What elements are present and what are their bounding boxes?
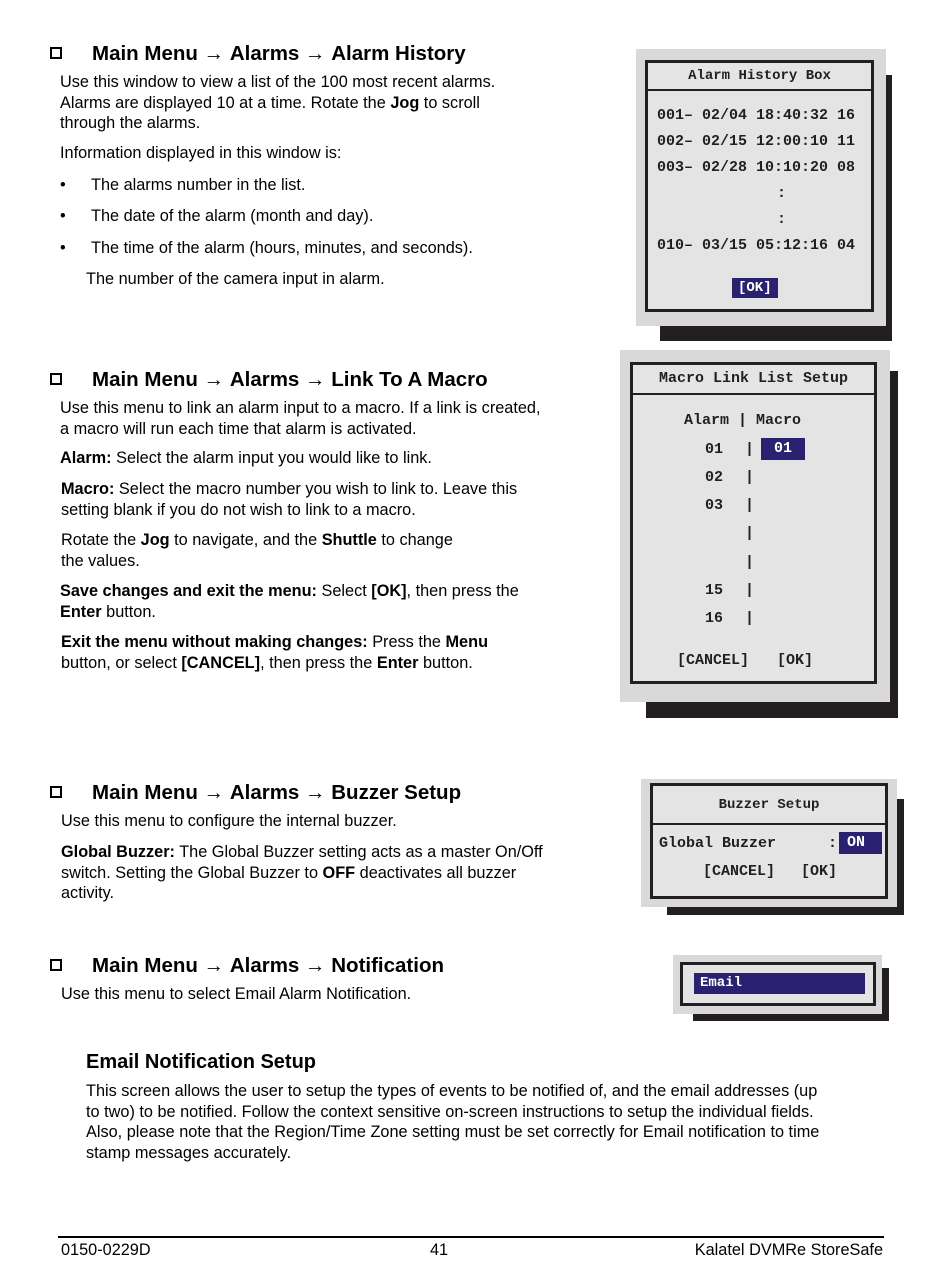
page-number: 41 bbox=[430, 1241, 449, 1259]
text-run: Select the macro number you wish to link to. Leave this bbox=[114, 480, 518, 498]
heading-part: Alarms bbox=[229, 368, 300, 391]
enter-term: Enter bbox=[60, 602, 102, 621]
arrow-icon: → bbox=[305, 954, 326, 977]
separator: | bbox=[745, 582, 755, 599]
field-label: Alarm: bbox=[60, 449, 112, 467]
text-run: to scroll bbox=[419, 93, 480, 112]
screen-title: Alarm History Box bbox=[648, 63, 871, 91]
arrow-icon: → bbox=[203, 954, 225, 977]
jog-term: Jog bbox=[390, 93, 420, 112]
camera-input-text: The number of the camera input in alarm. bbox=[86, 270, 385, 288]
text-run: switch. Setting the Global Buzzer to bbox=[61, 863, 323, 882]
arrow-icon: → bbox=[305, 368, 326, 391]
text-line: stamp messages accurately. bbox=[86, 1143, 292, 1162]
email-menu-item[interactable]: Email bbox=[694, 973, 865, 994]
off-term: OFF bbox=[322, 863, 356, 882]
ok-button[interactable]: [OK] bbox=[777, 652, 814, 669]
text-line: a macro will run each time that alarm is activated. bbox=[60, 419, 417, 438]
arrow-icon: → bbox=[305, 42, 326, 65]
text-run: [CANCEL] bbox=[181, 653, 261, 672]
alarm-history-intro bbox=[60, 72, 495, 134]
buzzer-setup-heading bbox=[50, 781, 461, 805]
text-run: to change bbox=[376, 531, 453, 549]
global-buzzer-desc bbox=[61, 842, 543, 904]
alarm-history-heading bbox=[50, 42, 466, 66]
save-instructions bbox=[60, 581, 519, 622]
text-line: Use this menu to link an alarm input to a macro. If a link is created, bbox=[60, 399, 541, 417]
field-label: Macro: bbox=[61, 480, 115, 498]
notification-box bbox=[680, 962, 876, 1006]
checkbox-icon bbox=[50, 959, 62, 971]
field-label: Global Buzzer: bbox=[61, 843, 175, 861]
column-header: Alarm | Macro bbox=[684, 412, 802, 429]
field-label: Save changes and exit the menu: bbox=[60, 582, 317, 600]
shuttle-term: Shuttle bbox=[321, 531, 377, 549]
ok-button[interactable]: [OK] bbox=[732, 278, 778, 298]
text-line: setting blank if you do not wish to link to a macro. bbox=[61, 500, 416, 519]
field-label: Exit the menu without making changes: bbox=[61, 633, 368, 651]
alarm-field-desc bbox=[60, 448, 432, 469]
ellipsis: : bbox=[777, 185, 787, 202]
text-line: activity. bbox=[61, 884, 115, 902]
list-item bbox=[60, 175, 305, 195]
text-run: button, or select bbox=[61, 653, 182, 672]
buzzer-setup-box bbox=[650, 783, 888, 899]
text-run: , then press the bbox=[406, 582, 519, 600]
alarm-row[interactable]: 010– 03/15 05:12:16 04 bbox=[657, 237, 856, 254]
notification-heading bbox=[50, 954, 444, 978]
bullet-icon: • bbox=[60, 239, 66, 257]
arrow-icon: → bbox=[203, 42, 225, 65]
text-line: to two) to be notified. Follow the context sensitive on-screen instructions to setup the individual fields. bbox=[86, 1102, 814, 1121]
list-item bbox=[60, 206, 373, 226]
heading-part: Alarms bbox=[229, 42, 300, 65]
ok-button[interactable]: [OK] bbox=[801, 863, 838, 880]
text-line: through the alarms. bbox=[60, 114, 201, 132]
heading-part: Alarms bbox=[229, 781, 300, 804]
text-line bbox=[60, 93, 495, 114]
separator: | bbox=[745, 441, 755, 458]
heading-part: Main Menu bbox=[92, 781, 198, 804]
text-run: Select the alarm input you would like to link. bbox=[111, 449, 432, 467]
text-line: Use this window to view a list of the 100 most recent alarms. bbox=[60, 73, 496, 91]
separator: | bbox=[745, 497, 755, 514]
product-name: Kalatel DVMRe StoreSafe bbox=[694, 1241, 883, 1259]
separator: : bbox=[828, 835, 838, 852]
text-run: Alarms are displayed 10 at a time. Rotate the bbox=[60, 93, 391, 112]
link-macro-heading bbox=[50, 368, 488, 392]
text-run: to navigate, and the bbox=[169, 531, 322, 549]
alarm-row[interactable]: 002– 02/15 12:00:10 11 bbox=[657, 133, 856, 150]
text-run: deactivates all buzzer bbox=[355, 863, 517, 882]
arrow-icon: → bbox=[305, 781, 326, 804]
rotate-instructions bbox=[61, 530, 453, 571]
title-divider bbox=[653, 823, 885, 825]
separator: | bbox=[745, 554, 755, 571]
macro-link-box bbox=[630, 362, 877, 684]
text-run: Select bbox=[316, 582, 372, 600]
checkbox-icon bbox=[50, 373, 62, 385]
global-buzzer-value[interactable]: ON bbox=[839, 832, 882, 854]
enter-term: Enter bbox=[376, 653, 419, 672]
alarm-number[interactable]: 01 bbox=[705, 441, 724, 458]
exit-instructions bbox=[61, 632, 488, 673]
text-line: the values. bbox=[61, 551, 140, 570]
checkbox-icon bbox=[50, 47, 62, 59]
heading-part: Link To A Macro bbox=[331, 368, 488, 391]
buzzer-intro: Use this menu to configure the internal buzzer. bbox=[61, 812, 397, 830]
heading-part: Alarms bbox=[229, 954, 300, 977]
list-item bbox=[60, 238, 473, 258]
email-setup-heading: Email Notification Setup bbox=[86, 1051, 317, 1073]
separator: | bbox=[745, 610, 755, 627]
bullet-icon: • bbox=[60, 207, 66, 225]
text-line: This screen allows the user to setup the types of events to be notified of, and the email addresses (up bbox=[86, 1082, 818, 1100]
heading-part: Main Menu bbox=[92, 954, 198, 977]
alarm-number[interactable]: 03 bbox=[705, 497, 724, 514]
text-run: Rotate the bbox=[61, 531, 141, 549]
alarm-row[interactable]: 001– 02/04 18:40:32 16 bbox=[657, 107, 856, 124]
heading-part: Alarm History bbox=[331, 42, 466, 65]
info-lead: Information displayed in this window is: bbox=[60, 144, 342, 162]
heading-part: Main Menu bbox=[92, 368, 198, 391]
bullet-icon: • bbox=[60, 176, 66, 194]
alarm-number[interactable]: 15 bbox=[705, 582, 724, 599]
arrow-icon: → bbox=[203, 368, 225, 391]
doc-number: 0150-0229D bbox=[61, 1241, 151, 1259]
cancel-button[interactable]: [CANCEL] bbox=[677, 652, 750, 669]
arrow-icon: → bbox=[203, 781, 225, 804]
text-run: button. bbox=[101, 602, 156, 621]
list-item-text: The date of the alarm (month and day). bbox=[91, 207, 374, 225]
macro-field-desc bbox=[61, 479, 517, 520]
alarm-number[interactable]: 02 bbox=[705, 469, 724, 486]
text-line: Also, please note that the Region/Time Zone setting must be set correctly for Email notification to time bbox=[86, 1123, 820, 1141]
separator: | bbox=[745, 469, 755, 486]
alarm-history-box bbox=[645, 60, 874, 312]
global-buzzer-label: Global Buzzer bbox=[659, 835, 777, 852]
notification-intro: Use this menu to select Email Alarm Notification. bbox=[61, 985, 412, 1003]
text-run: , then press the bbox=[260, 653, 377, 672]
email-setup-body bbox=[86, 1081, 819, 1163]
separator: | bbox=[745, 525, 755, 542]
cancel-button[interactable]: [CANCEL] bbox=[703, 863, 776, 880]
macro-value-selected[interactable]: 01 bbox=[761, 438, 805, 460]
screen-title: Buzzer Setup bbox=[718, 797, 820, 813]
ellipsis: : bbox=[777, 211, 787, 228]
footer-divider bbox=[58, 1236, 884, 1238]
menu-term: Menu bbox=[445, 633, 489, 651]
alarm-number[interactable]: 16 bbox=[705, 610, 724, 627]
alarm-row[interactable]: 003– 02/28 10:10:20 08 bbox=[657, 159, 856, 176]
text-run: [OK] bbox=[371, 582, 407, 600]
text-run: Press the bbox=[367, 633, 446, 651]
screen-title: Macro Link List Setup bbox=[633, 365, 874, 395]
heading-part: Main Menu bbox=[92, 42, 198, 65]
heading-part: Buzzer Setup bbox=[331, 781, 462, 804]
text-run: The Global Buzzer setting acts as a master On/Off bbox=[174, 843, 543, 861]
checkbox-icon bbox=[50, 786, 62, 798]
heading-part: Notification bbox=[331, 954, 444, 977]
list-item-text: The time of the alarm (hours, minutes, and seconds). bbox=[91, 239, 473, 257]
link-macro-intro bbox=[60, 398, 541, 439]
text-run: button. bbox=[418, 653, 473, 672]
jog-term: Jog bbox=[140, 531, 170, 549]
list-item-text: The alarms number in the list. bbox=[91, 176, 306, 194]
